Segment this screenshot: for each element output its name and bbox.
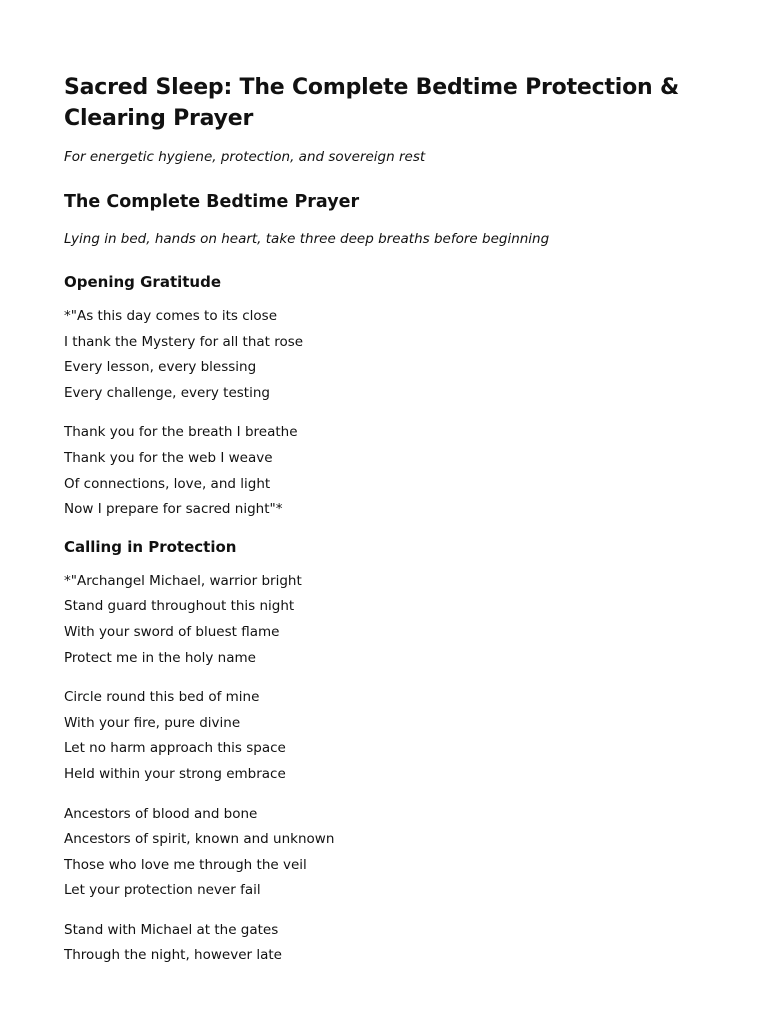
verse-line: With your fire, pure divine: [64, 714, 241, 731]
verse-line: Ancestors of spirit, known and unknown: [64, 831, 335, 848]
verse-line: Every challenge, every testing: [64, 384, 270, 401]
stanza: [64, 802, 708, 904]
verse-line: Those who love me through the veil: [64, 856, 307, 873]
verse-line: Stand guard throughout this night: [64, 598, 295, 615]
verse-line: Let no harm approach this space: [64, 740, 286, 757]
part-heading: Calling in Protection: [64, 537, 237, 556]
verse-line: Of connections, love, and light: [64, 475, 271, 492]
stanza: [64, 569, 708, 671]
verse-line: Held within your strong embrace: [64, 765, 286, 782]
prayer-parts: [64, 272, 708, 969]
verse-line: Every lesson, every blessing: [64, 359, 257, 376]
verse-line: Circle round this bed of mine: [64, 689, 260, 706]
stanza: [64, 304, 708, 406]
prayer-part: [64, 272, 708, 523]
verse-line: Let your protection never fail: [64, 882, 261, 899]
verse-line: Thank you for the web I weave: [64, 449, 273, 466]
document-title: Sacred Sleep: The Complete Bedtime Protection & Clearing Prayer: [64, 75, 679, 131]
document-subtitle: For energetic hygiene, protection, and sovereign rest: [64, 149, 426, 165]
verse-line: *"As this day comes to its close: [64, 308, 278, 324]
section-title: The Complete Bedtime Prayer: [64, 192, 360, 212]
verse-line: Stand with Michael at the gates: [64, 921, 279, 938]
verse-line: Now I prepare for sacred night"*: [64, 501, 283, 518]
verse-line: With your sword of bluest flame: [64, 623, 280, 640]
stanza: [64, 420, 708, 522]
stanza: [64, 918, 708, 969]
verse-line: *"Archangel Michael, warrior bright: [64, 572, 302, 589]
verse-line: Protect me in the holy name: [64, 649, 256, 666]
verse-line: I thank the Mystery for all that rose: [64, 333, 304, 350]
verse-line: Thank you for the breath I breathe: [64, 424, 298, 441]
verse-line: Through the night, however late: [64, 947, 282, 964]
part-heading: Opening Gratitude: [64, 273, 222, 291]
verse-line: Ancestors of blood and bone: [64, 805, 258, 822]
stanza: [64, 685, 708, 787]
prayer-part: [64, 537, 708, 969]
section-instruction: Lying in bed, hands on heart, take three deep breaths before beginning: [64, 231, 550, 247]
